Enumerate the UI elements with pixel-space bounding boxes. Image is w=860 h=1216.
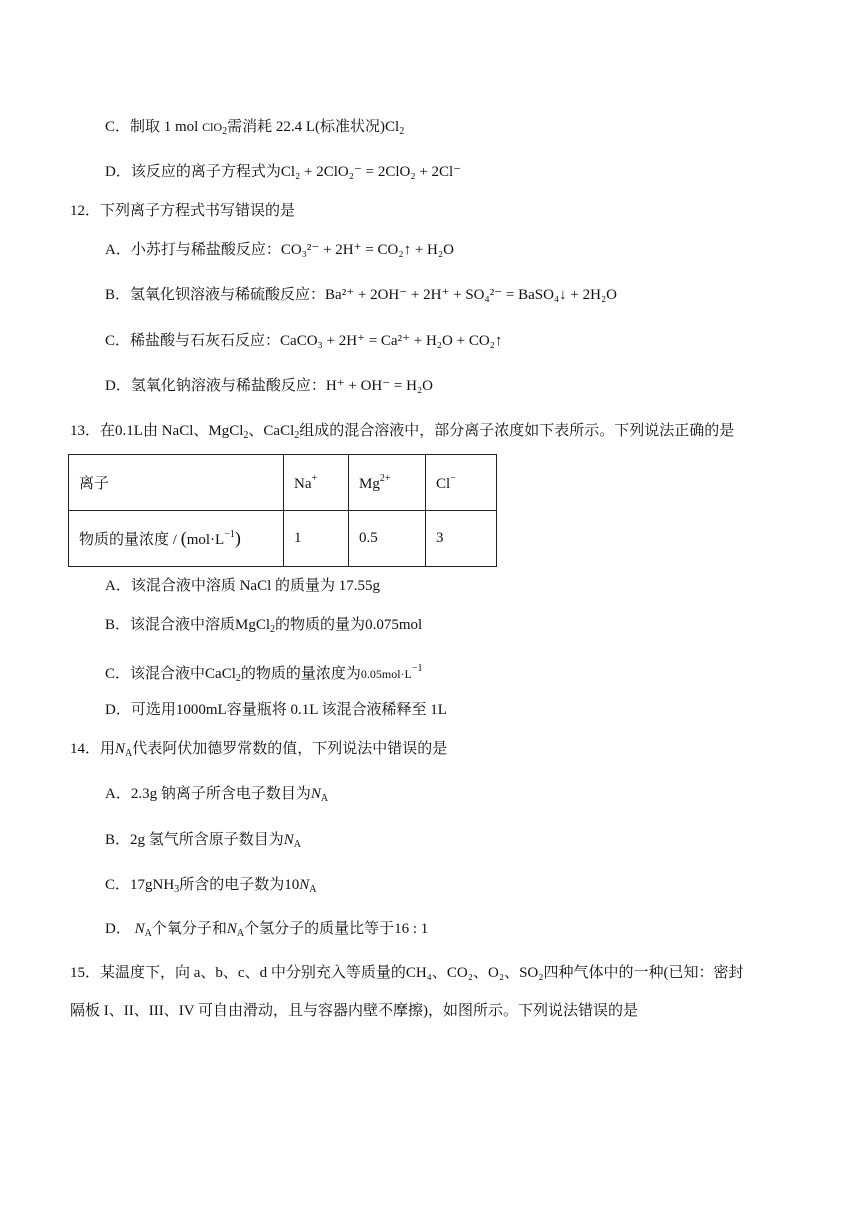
equation: CO₃²⁻ + 2H⁺ = CO₂↑ + H₂O xyxy=(280,242,454,258)
value-na: 1 xyxy=(284,511,349,567)
header-ion: 离子 xyxy=(69,455,284,511)
header-na: Na+ xyxy=(284,455,349,511)
q15-stem-line2: 隔板 I、II、III、IV 可自由滑动，且与容器内壁不摩擦)，如图所示。下列说法错误的是 xyxy=(70,1003,639,1019)
table-header-row xyxy=(69,455,497,511)
q12-option-c: C．稀盐酸与石灰石反应：CaCO₃ + 2H⁺ = Ca²⁺ + H₂O + CO₂↑ xyxy=(105,333,503,349)
q13-option-a: A．该混合液中溶质 NaCl 的质量为 17.55g xyxy=(105,578,381,594)
q12-option-d: D．氢氧化钠溶液与稀盐酸反应：H⁺ + OH⁻ = H₂O xyxy=(105,378,434,394)
header-mg: $Mg^{2+}$ xyxy=(349,455,426,511)
q13-option-d: D．可选用1000mL容量瓶将 0.1L 该混合液稀释至 1L xyxy=(105,702,447,718)
value-cl: 3 xyxy=(426,511,497,567)
header-cl: Cl− xyxy=(426,455,497,511)
equation: Cl₂ + 2ClO₂⁻ = 2ClO₂ + 2Cl⁻ xyxy=(280,164,462,180)
q14-option-b: B．2g 氢气所含原子数目为$N_A$ xyxy=(105,832,302,850)
q12-option-b: B．氢氧化钡溶液与稀硫酸反应：Ba²⁺ + 2OH⁻ + 2H⁺ + SO₄²⁻ = BaSO₄↓ + 2H₂O xyxy=(105,287,618,303)
row-label: 物质的量浓度 / $(mol\cdot L^{-1})$ xyxy=(69,511,284,567)
q11-option-d: D．该反应的离子方程式为Cl₂ + 2ClO₂⁻ = 2ClO₂ + 2Cl⁻ xyxy=(105,164,462,180)
equation: CaCO₃ + 2H⁺ = Ca²⁺ + H₂O + CO₂↑ xyxy=(280,333,503,349)
q13-stem: 13．在0.1L由 NaCl、MgCl$_2$、CaCl$_2$组成的混合溶液中，部分离子浓度如下表所示。下列说法正确的是 xyxy=(70,423,735,441)
q14-stem: 14．用$N_A$代表阿伏加德罗常数的值，下列说法中错误的是 xyxy=(70,741,448,759)
q12-stem: 12．下列离子方程式书写错误的是 xyxy=(70,203,296,219)
q13-option-b: B．该混合液中溶质MgCl$_2$的物质的量为0.075mol xyxy=(105,617,423,635)
q14-option-a: A．2.3g 钠离子所含电子数目为$N_A$ xyxy=(105,786,329,804)
q12-option-a: A．小苏打与稀盐酸反应：CO₃²⁻ + 2H⁺ = CO₂↑ + H₂O xyxy=(105,242,454,258)
q13-option-c: C．该混合液中CaCl$_2$的物质的量浓度为$0.05mol\cdot L^{-1}$ xyxy=(105,663,423,684)
q14-option-d: D． $N_A$个氧分子和$N_A$个氢分子的质量比等于16 : 1 xyxy=(105,921,429,939)
equation: Ba²⁺ + 2OH⁻ + 2H⁺ + SO₄²⁻ = BaSO₄↓ + 2H₂O xyxy=(325,287,618,303)
q11-option-c: C．制取 1 mol ClO$_2$需消耗 22.4 L(标准状况)$Cl_2$ xyxy=(105,119,405,137)
equation: H⁺ + OH⁻ = H₂O xyxy=(325,378,434,394)
q14-option-c: C．17gNH$_3$所含的电子数为$10N_A$ xyxy=(105,877,317,895)
ion-concentration-table xyxy=(68,454,497,567)
q15-stem-line1: 15．某温度下，向 a、b、c、d 中分别充入等质量的CH₄、CO₂、O₂、SO₂四种气体中的一种(已知：密封 xyxy=(70,965,744,981)
value-mg: 0.5 xyxy=(349,511,426,567)
table-row xyxy=(69,511,497,567)
